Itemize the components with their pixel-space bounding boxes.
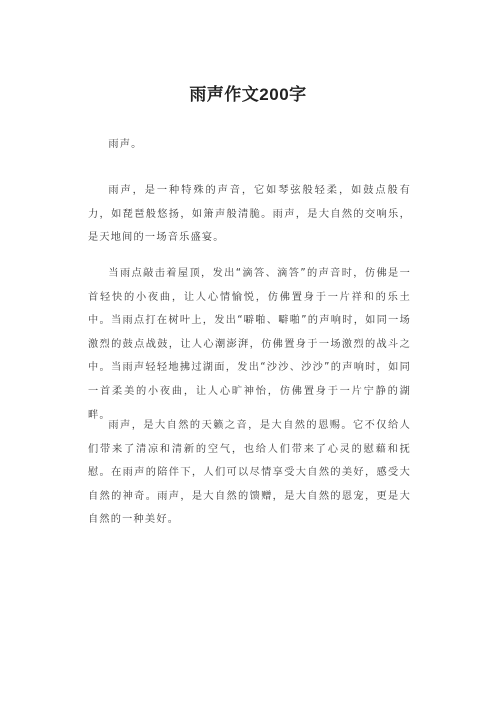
document-title: 雨声作文200字 bbox=[189, 85, 307, 104]
paragraph-2: 雨声，是一种特殊的声音，它如琴弦般轻柔，如鼓点般有力，如琵琶般悠扬，如箫声般清脆。雨声，是大自然的交响乐，是天地间的一场音乐盛宴。 bbox=[88, 185, 411, 244]
paragraph-3: 当雨点敲击着屋顶，发出“滴答、滴答”的声音时，仿佛是一首轻快的小夜曲，让人心情愉悦，仿佛置身于一片祥和的乐土中。当雨点打在树叶上，发出“噼啪、噼啪”的声响时，如同一场激烈的鼓点战鼓，让人心潮澎湃，仿佛置身于一场激烈的战斗之中。当雨声轻轻地拂过湖面，发出“沙沙、沙沙”的声响时，如同一首柔美的小夜曲，让人心旷神怡，仿佛置身于一片宁静的湖畔。 bbox=[88, 268, 411, 421]
paragraph-4: 雨声，是大自然的天籁之音，是大自然的恩赐。它不仅给人们带来了清凉和清新的空气，也给人们带来了心灵的慰藉和抚慰。在雨声的陪伴下，人们可以尽情享受大自然的美好，感受大自然的神奇。雨声，是大自然的馈赠，是大自然的恩宠，更是大自然的一种美好。 bbox=[88, 420, 411, 526]
paragraph-1: 雨声。 bbox=[108, 139, 143, 150]
